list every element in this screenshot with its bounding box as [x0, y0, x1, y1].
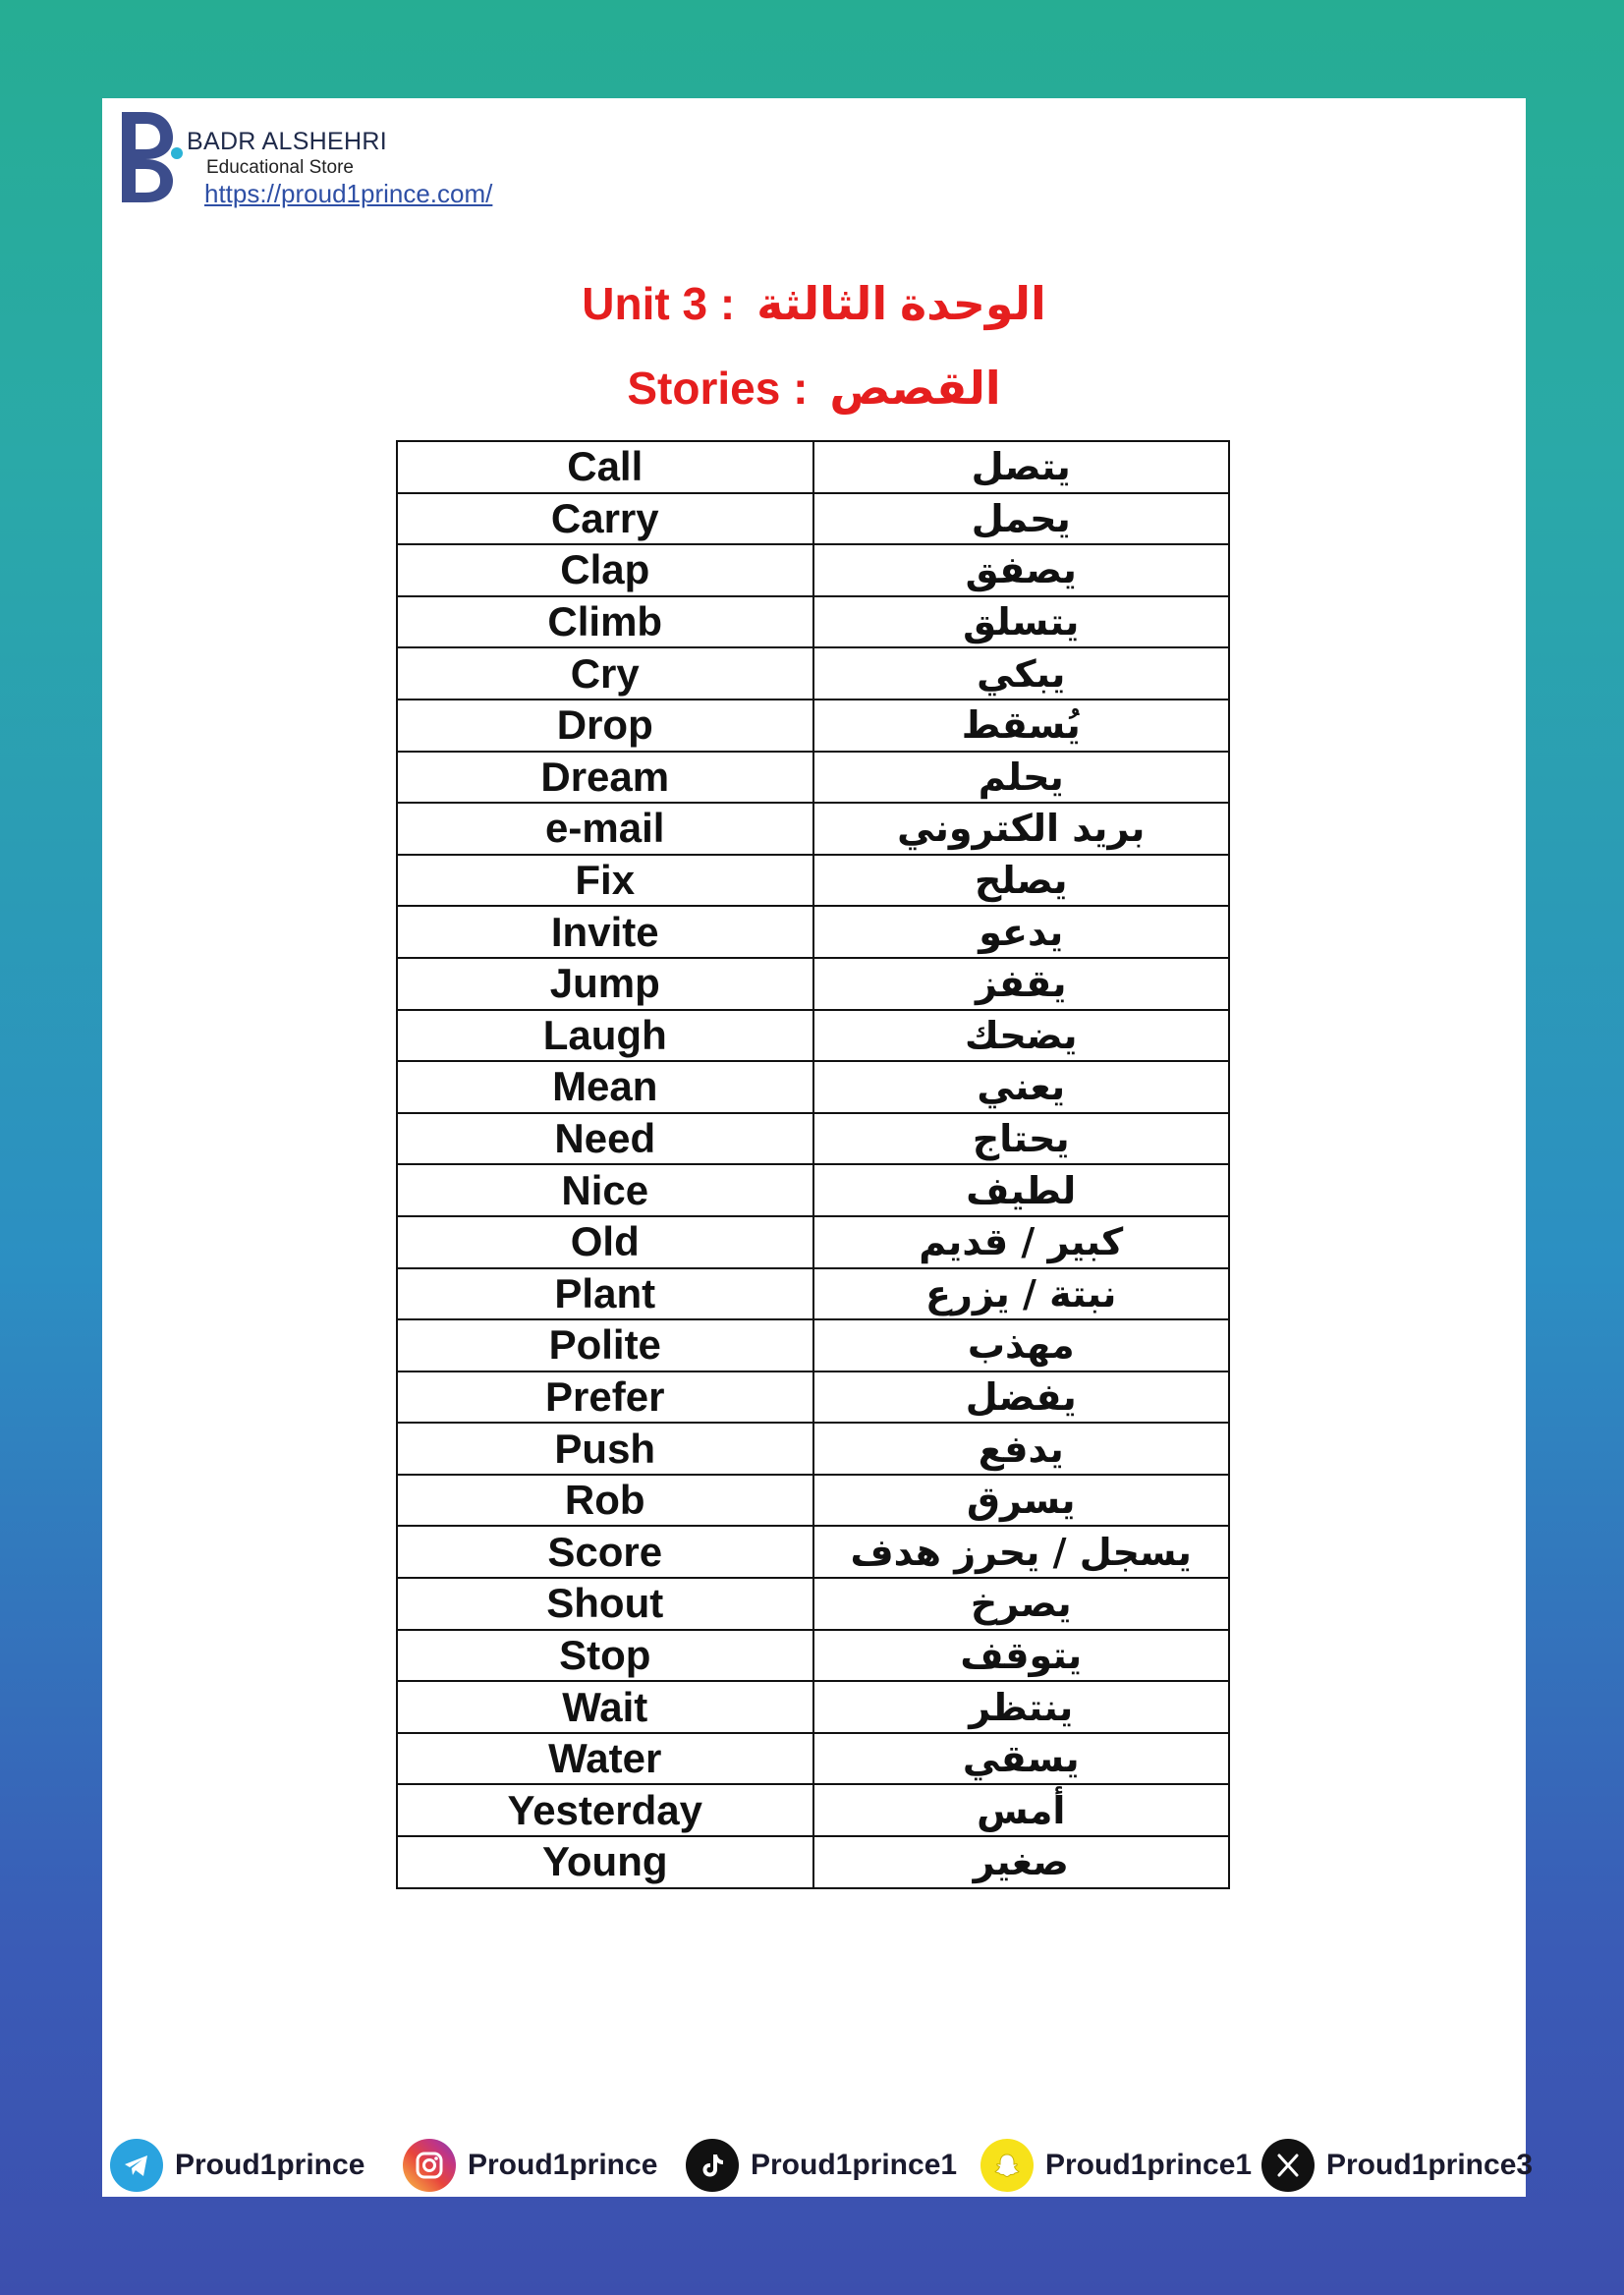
word-ar: يفضل [813, 1371, 1230, 1424]
table-row [397, 1010, 1229, 1062]
word-ar: يصلح [813, 855, 1230, 907]
snapchat-icon [980, 2139, 1034, 2192]
word-en: Stop [397, 1630, 813, 1682]
word-en: Young [397, 1836, 813, 1888]
table-row [397, 1475, 1229, 1527]
table-row [397, 700, 1229, 752]
x-icon [1261, 2139, 1315, 2192]
brand-url-link[interactable]: https://proud1prince.com/ [204, 179, 493, 208]
word-en: Polite [397, 1319, 813, 1371]
vocabulary-table [396, 440, 1230, 1889]
table-row [397, 855, 1229, 907]
word-ar: يسجل / يحرز هدف [813, 1526, 1230, 1578]
topic-title-en: Stories : [627, 363, 809, 414]
table-row [397, 1784, 1229, 1836]
table-row [397, 1630, 1229, 1682]
social-handle: Proud1prince1 [1045, 2149, 1253, 2181]
unit-title-ar: الوحدة الثالثة [756, 278, 1046, 329]
table-row [397, 1371, 1229, 1424]
word-ar: يسرق [813, 1475, 1230, 1527]
social-handle: Proud1prince3 [1326, 2149, 1534, 2181]
word-ar: يضحك [813, 1010, 1230, 1062]
word-ar: يسقي [813, 1733, 1230, 1785]
telegram-icon [110, 2139, 163, 2192]
social-instagram[interactable] [403, 2136, 657, 2195]
word-en: Nice [397, 1164, 813, 1216]
social-snapchat[interactable] [980, 2136, 1252, 2195]
word-en: Call [397, 441, 813, 493]
word-ar: يحلم [813, 752, 1230, 804]
word-ar: يُسقط [813, 700, 1230, 752]
word-en: Carry [397, 493, 813, 545]
social-handle: Proud1prince [468, 2149, 658, 2181]
word-en: e-mail [397, 803, 813, 855]
word-ar: يدفع [813, 1423, 1230, 1475]
social-handle: Proud1prince [175, 2149, 365, 2181]
table-row [397, 596, 1229, 648]
document-page [102, 98, 1534, 2197]
word-ar: مهذب [813, 1319, 1230, 1371]
table-row [397, 647, 1229, 700]
table-row [397, 803, 1229, 855]
word-en: Wait [397, 1681, 813, 1733]
word-en: Score [397, 1526, 813, 1578]
table-row [397, 1526, 1229, 1578]
social-x[interactable] [1261, 2136, 1533, 2195]
word-ar: يقفز [813, 958, 1230, 1010]
unit-title [102, 277, 1526, 330]
topic-title [102, 362, 1526, 415]
word-en: Plant [397, 1268, 813, 1320]
word-en: Push [397, 1423, 813, 1475]
word-en: Climb [397, 596, 813, 648]
word-ar: نبتة / يزرع [813, 1268, 1230, 1320]
table-row [397, 1061, 1229, 1113]
word-ar: يبكي [813, 647, 1230, 700]
word-en: Fix [397, 855, 813, 907]
word-ar: أمس [813, 1784, 1230, 1836]
table-row [397, 1423, 1229, 1475]
word-ar: يتوقف [813, 1630, 1230, 1682]
word-en: Rob [397, 1475, 813, 1527]
table-row [397, 752, 1229, 804]
word-en: Need [397, 1113, 813, 1165]
word-ar: يحتاج [813, 1113, 1230, 1165]
word-en: Old [397, 1216, 813, 1268]
word-ar: كبير / قديم [813, 1216, 1230, 1268]
word-ar: يعني [813, 1061, 1230, 1113]
table-row [397, 1216, 1229, 1268]
brand-name: BADR ALSHEHRI [187, 128, 387, 155]
word-en: Jump [397, 958, 813, 1010]
word-en: Water [397, 1733, 813, 1785]
brand-subtitle: Educational Store [206, 157, 354, 178]
table-row [397, 1319, 1229, 1371]
table-row [397, 1681, 1229, 1733]
word-en: Mean [397, 1061, 813, 1113]
word-en: Yesterday [397, 1784, 813, 1836]
word-en: Shout [397, 1578, 813, 1630]
social-tiktok[interactable] [686, 2136, 957, 2195]
word-ar: يدعو [813, 906, 1230, 958]
table-row [397, 906, 1229, 958]
table-row [397, 1164, 1229, 1216]
tiktok-icon [686, 2139, 739, 2192]
word-ar: لطيف [813, 1164, 1230, 1216]
word-en: Drop [397, 700, 813, 752]
word-ar: يصفق [813, 544, 1230, 596]
unit-title-en: Unit 3 : [582, 278, 736, 329]
table-row [397, 544, 1229, 596]
table-row [397, 493, 1229, 545]
table-row [397, 1836, 1229, 1888]
brand-logo-icon [116, 108, 185, 202]
word-ar: صغير [813, 1836, 1230, 1888]
word-en: Invite [397, 906, 813, 958]
word-en: Dream [397, 752, 813, 804]
word-en: Laugh [397, 1010, 813, 1062]
table-row [397, 1578, 1229, 1630]
table-row [397, 1113, 1229, 1165]
table-row [397, 1733, 1229, 1785]
word-ar: يصرخ [813, 1578, 1230, 1630]
word-ar: بريد الكتروني [813, 803, 1230, 855]
word-ar: يتصل [813, 441, 1230, 493]
word-en: Clap [397, 544, 813, 596]
table-row [397, 958, 1229, 1010]
word-ar: يتسلق [813, 596, 1230, 648]
word-ar: يحمل [813, 493, 1230, 545]
table-row [397, 441, 1229, 493]
word-en: Cry [397, 647, 813, 700]
social-handle: Proud1prince1 [751, 2149, 958, 2181]
table-row [397, 1268, 1229, 1320]
word-ar: ينتظر [813, 1681, 1230, 1733]
social-telegram[interactable] [110, 2136, 364, 2195]
topic-title-ar: القصص [829, 363, 1001, 414]
instagram-icon [403, 2139, 456, 2192]
social-links [106, 2136, 1534, 2195]
word-en: Prefer [397, 1371, 813, 1424]
